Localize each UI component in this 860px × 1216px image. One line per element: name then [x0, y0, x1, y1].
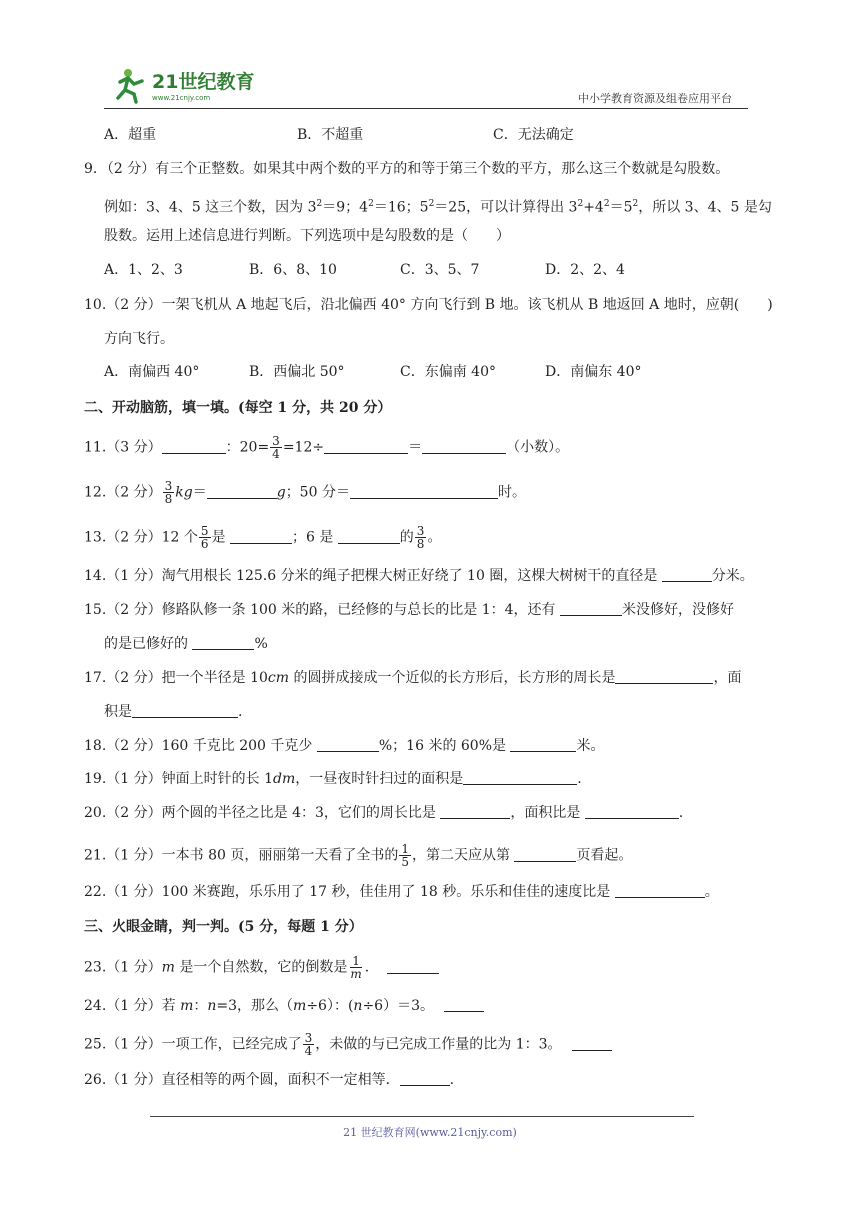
- runner-icon: [118, 69, 142, 102]
- q8-option-c: C．无法确定: [493, 127, 574, 143]
- q17-blank-2: [132, 703, 238, 718]
- q9-line1: 9．（2 分）有三个正整数。如果其中两个数的平方的和等于第三个数的平方，那么这三个数就是勾股数。: [84, 161, 730, 177]
- q19: 19.（1 分）钟面上时针的长 1dm，一昼夜时针扫过的面积是 .: [84, 771, 582, 787]
- section2-heading: 二、开动脑筋，填一填。(每空 1 分，共 20 分）: [84, 400, 392, 416]
- q18: 18.（2 分）160 千克比 200 千克少 %；16 米的 60%是 米。: [84, 738, 605, 754]
- q10-option-c: C．东偏南 40°: [400, 364, 496, 380]
- logo-text: 21世纪教育: [152, 71, 255, 93]
- platform-title: 中小学教育资源及组卷应用平台: [578, 92, 732, 105]
- q24-blank: [444, 997, 484, 1012]
- q14: 14.（1 分）淘气用根长 125.6 分米的绳子把棵大树正好绕了 10 圈，这棵大树树干的直径是 分米。: [84, 568, 754, 584]
- footer-text: 21 世纪教育网(www.21cnjy.com): [343, 1126, 517, 1139]
- q10-option-d: D．南偏东 40°: [545, 364, 642, 380]
- q21: 21.（1 分）一本书 80 页，丽丽第一天看了全书的 $\frac{1}{5}$ ，第二天应从第 页看起。: [84, 842, 633, 869]
- q24: 24.（1 分）若 m：n=3，那么（m÷6）：(n÷6）＝3。: [84, 996, 484, 1016]
- q9-option-b: B．6、8、10: [249, 262, 337, 278]
- q10-option-a: A．南偏西 40°: [104, 364, 200, 380]
- q12-blank-1: [207, 484, 277, 499]
- q11-blank-2: [324, 439, 408, 454]
- q11-fraction: $\frac{3}{4}$: [272, 434, 280, 461]
- logo-url: www.21cnjy.com: [152, 94, 211, 102]
- q13: 13.（2 分）12 个 $\frac{5}{6}$ 是 ；6 是 的 $\frac{3}{8}$ 。: [84, 524, 442, 551]
- q9-options: [104, 260, 625, 280]
- q9-line2: 例如：3、4、5 这三个数，因为 $3^2=9$；$4^2=16$；$5^2=25$，可以计算得出 $3^2+4^2=5^2$，所以 3、4、5 是勾: [104, 199, 772, 216]
- q25: 25.（1 分）一项工作，已经完成了 $\frac{3}{4}$ ，未做的与已完成工作量的比为 1：3。: [84, 1032, 612, 1057]
- q9-line3: 股数。运用上述信息进行判断。下列选项中是勾股数的是（ ）: [104, 228, 510, 244]
- q8-options: [104, 125, 574, 145]
- q23: 23.（1 分）m 是一个自然数，它的倒数是 $\frac{1}{m}$ ．: [84, 955, 439, 980]
- q12-fraction: $\frac{3}{8}$: [164, 479, 173, 506]
- q23-fraction: $\frac{1}{m}$: [350, 954, 362, 981]
- q8-option-b: B．不超重: [297, 127, 364, 143]
- q9-option-d: D．2、2、4: [545, 262, 625, 278]
- q12-blank-2: [350, 484, 498, 499]
- q11: 11.（3 分） ：20= $\frac{3}{4}$ =12÷ ＝ （小数）。: [84, 434, 570, 461]
- q18-blank-1: [317, 737, 379, 752]
- q10-line1: 10.（2 分）一架飞机从 A 地起飞后，沿北偏西 40° 方向飞行到 B 地。该飞机从 B 地返回 A 地时，应朝( ): [84, 297, 773, 313]
- q17-line1: 17.（2 分）把一个半径是 10cm 的圆拼成接成一个近似的长方形后，长方形的周长是 ，面: [84, 670, 742, 686]
- q10-line2: 方向飞行。: [104, 331, 174, 347]
- q20-blank-1: [440, 804, 510, 819]
- q11-blank-1: [162, 439, 226, 454]
- q8-option-a: A．超重: [104, 127, 157, 143]
- q21-fraction: $\frac{1}{5}$: [401, 842, 409, 869]
- q26-blank: [400, 1071, 450, 1086]
- q22: 22.（1 分）100 米赛跑，乐乐用了 17 秒，佳佳用了 18 秒。乐乐和佳佳的速度比是 。: [84, 884, 719, 900]
- q13-blank-2: [338, 529, 400, 544]
- q22-blank: [615, 883, 705, 898]
- q13-blank-1: [230, 529, 292, 544]
- q25-fraction: $\frac{3}{4}$: [304, 1031, 313, 1058]
- q9-option-c: C．3、5、7: [400, 262, 480, 278]
- q25-blank: [572, 1036, 612, 1051]
- q11-blank-3: [422, 439, 506, 454]
- q10-option-b: B．西偏北 50°: [249, 364, 345, 380]
- logo: [112, 64, 262, 106]
- q9-option-a: A．1、2、3: [104, 262, 183, 278]
- section3-heading: 三、火眼金睛，判一判。(5 分，每题 1 分）: [84, 919, 363, 935]
- q17-blank-1: [615, 669, 713, 684]
- q21-blank: [514, 847, 576, 862]
- q18-blank-2: [510, 737, 576, 752]
- q14-blank: [662, 567, 712, 582]
- q12: 12.（2 分） $\frac{3}{8}$ kg＝ g；50 分＝ 时。: [84, 479, 526, 506]
- q15-blank-1: [560, 601, 622, 616]
- q23-blank: [387, 959, 439, 974]
- q13-fraction-2: $\frac{3}{8}$: [416, 524, 425, 551]
- header-divider: [104, 108, 748, 109]
- q19-blank: [463, 770, 577, 785]
- q26: 26.（1 分）直径相等的两个圆，面积不一定相等． .: [84, 1072, 455, 1088]
- q10-options: [104, 362, 642, 382]
- footer-divider: [150, 1116, 694, 1117]
- q17-line2: 积是 .: [104, 704, 243, 720]
- q20: 20.（2 分）两个圆的半径之比是 4：3，它们的周长比是 ，面积比是 .: [84, 805, 684, 821]
- q15-line1: 15.（2 分）修路队修一条 100 米的路，已经修的与总长的比是 1：4，还有 米没修好，没修好: [84, 602, 734, 618]
- q20-blank-2: [585, 804, 679, 819]
- q15-line2: 的是已修好的 %: [104, 636, 268, 652]
- q13-fraction-1: $\frac{5}{6}$: [200, 524, 209, 551]
- q15-blank-2: [192, 635, 254, 650]
